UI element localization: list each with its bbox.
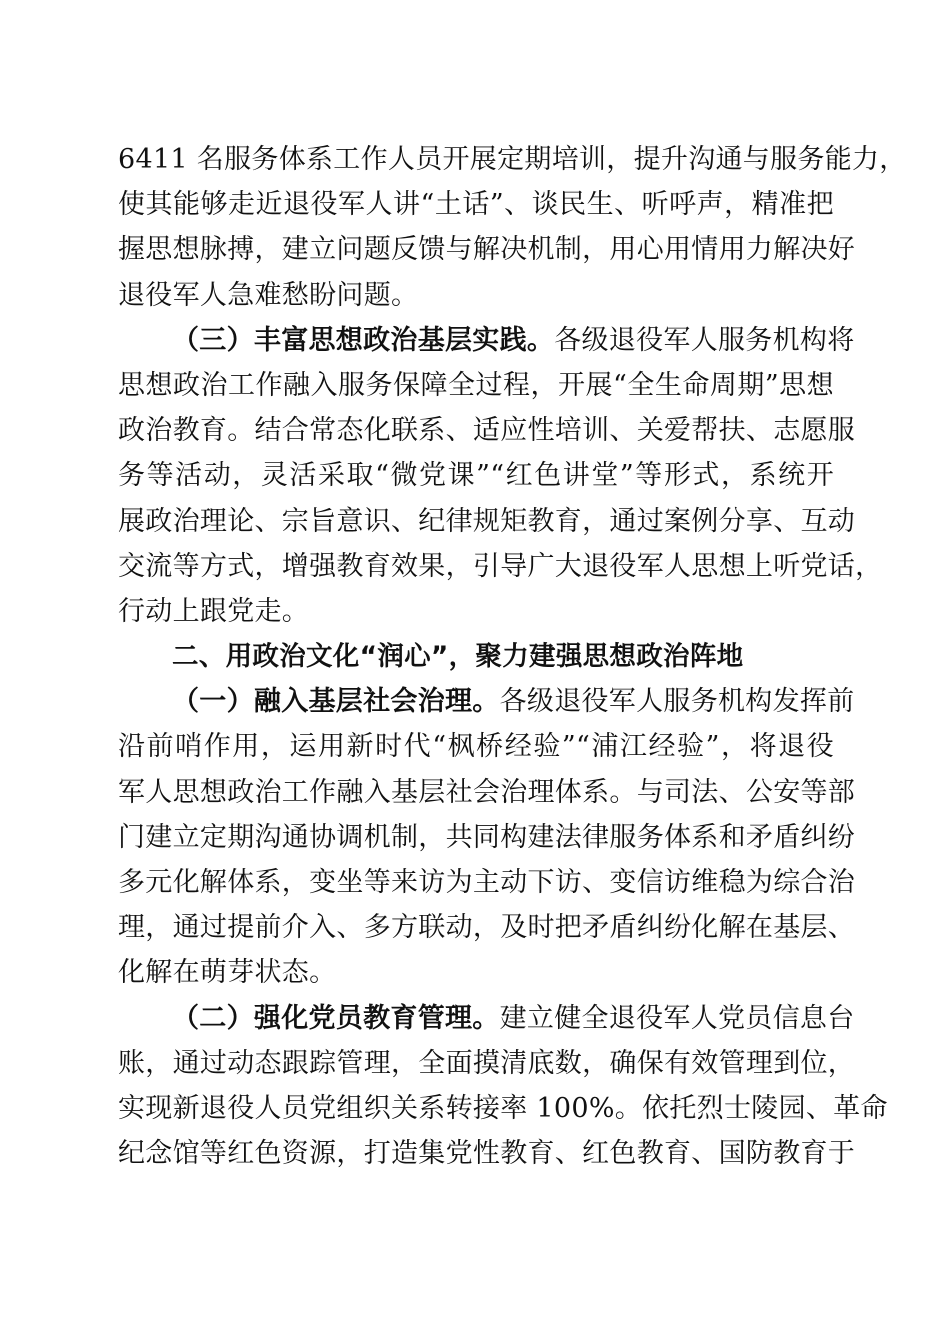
text-line: 军人思想政治工作融入基层社会治理体系。与司法、公安等部 — [118, 776, 856, 808]
text-line: 握思想脉搏，建立问题反馈与解决机制，用心用情用力解决好 — [118, 234, 856, 266]
section-heading: 二、用政治文化“润心”，聚力建强思想政治阵地 — [172, 641, 744, 673]
document-page — [118, 137, 907, 1176]
text-line: 交流等方式，增强教育效果，引导广大退役军人思想上听党话， — [118, 550, 883, 582]
text-line: 使其能够走近退役军人讲“土话”、谈民生、听呼声，精准把 — [118, 189, 834, 221]
text-line — [118, 996, 855, 1041]
paragraph-social-governance — [118, 679, 856, 995]
paragraph-heading: （三）丰富思想政治基层实践。 — [172, 324, 555, 356]
text-line: 实现新退役人员党组织关系转接率 100%。依托烈士陵园、革命 — [118, 1092, 888, 1124]
text-line: 化解在萌芽状态。 — [118, 957, 337, 989]
paragraph-text: 各级退役军人服务机构发挥前 — [499, 686, 855, 718]
paragraph-heading: （二）强化党员教育管理。 — [172, 1002, 500, 1034]
paragraph-text: 建立健全退役军人党员信息台 — [499, 1002, 855, 1034]
text-line — [118, 318, 855, 363]
text-line: 思想政治工作融入服务保障全过程，开展“全生命周期”思想 — [118, 369, 834, 401]
paragraph-grassroots-practice — [118, 318, 883, 634]
text-line: 政治教育。结合常态化联系、适应性培训、关爱帮扶、志愿服 — [118, 415, 856, 447]
text-line: 退役军人急难愁盼问题。 — [118, 279, 419, 311]
text-line: 多元化解体系，变坐等来访为主动下访、变信访维稳为综合治 — [118, 867, 856, 898]
text-line: 6411 名服务体系工作人员开展定期培训，提升沟通与服务能力， — [118, 144, 907, 175]
text-line — [118, 679, 855, 724]
paragraph-training — [118, 137, 907, 318]
text-line: 门建立定期沟通协调机制，共同构建法律服务体系和矛盾纠纷 — [118, 821, 856, 853]
text-line: 沿前哨作用，运用新时代“枫桥经验”“浦江经验”，将退役 — [118, 731, 834, 763]
paragraph-text: 各级退役军人服务机构将 — [554, 324, 855, 356]
text-line: 务等活动，灵活采取“微党课”“红色讲堂”等形式，系统开 — [118, 460, 834, 492]
text-line: 展政治理论、宗旨意识、纪律规矩教育，通过案例分享、互动 — [118, 505, 856, 537]
paragraph-heading: （一）融入基层社会治理。 — [172, 686, 500, 718]
text-line: 账，通过动态跟踪管理，全面摸清底数，确保有效管理到位， — [118, 1047, 856, 1079]
paragraph-party-member-education — [118, 996, 888, 1177]
text-line: 行动上跟党走。 — [118, 595, 310, 627]
text-line: 理，通过提前介入、多方联动，及时把矛盾纠纷化解在基层、 — [118, 912, 856, 944]
text-line: 纪念馆等红色资源，打造集党性教育、红色教育、国防教育于 — [118, 1138, 856, 1170]
